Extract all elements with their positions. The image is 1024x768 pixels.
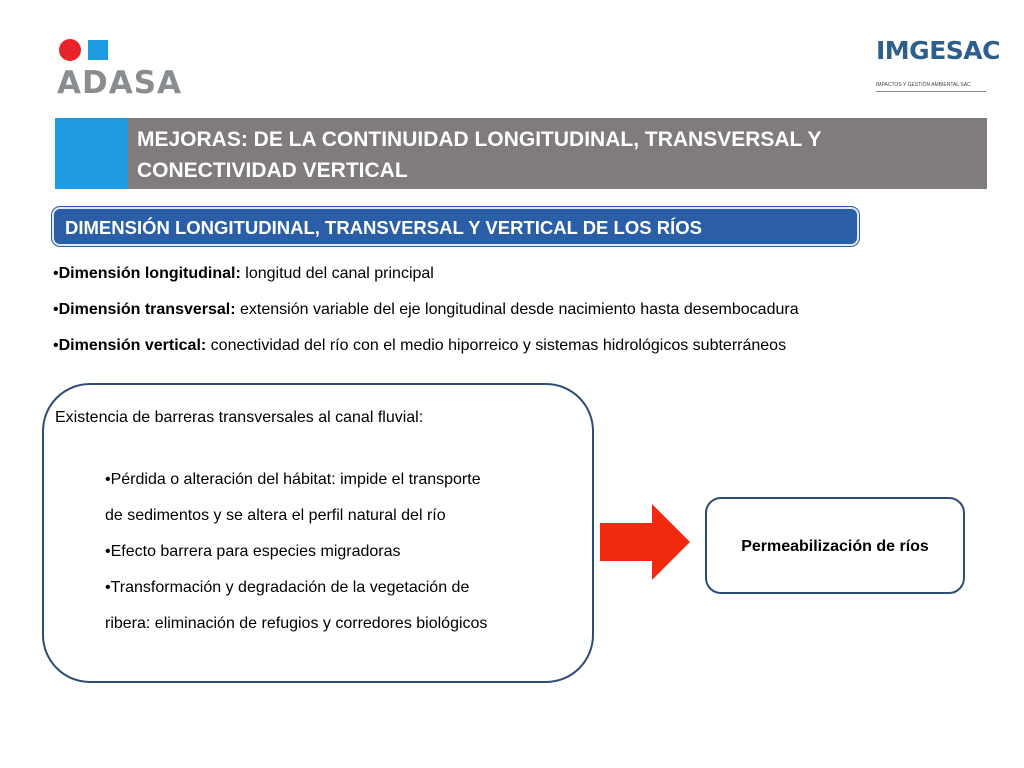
bullet-marker: • bbox=[53, 337, 59, 354]
list-item: ribera: eliminación de refugios y corredores biológicos bbox=[105, 615, 488, 632]
imgesac-logo-tagline: IMPACTOS Y GESTIÓN AMBIENTAL SAC bbox=[876, 82, 971, 88]
slide-title: MEJORAS: DE LA CONTINUIDAD LONGITUDINAL, TRANSVERSAL Y CONECTIVIDAD VERTICAL bbox=[137, 128, 822, 182]
adasa-logo bbox=[57, 37, 187, 99]
section-header bbox=[52, 207, 859, 246]
logo-blue-square-icon bbox=[88, 40, 108, 60]
result-text: Permeabilización de ríos bbox=[741, 538, 929, 555]
dimension-term: Dimensión transversal: bbox=[58, 301, 236, 318]
section-header-text: DIMENSIÓN LONGITUDINAL, TRANSVERSAL Y VERTICAL DE LOS RÍOS bbox=[65, 217, 702, 238]
dimension-term: Dimensión longitudinal: bbox=[58, 265, 241, 282]
adasa-logo-text: ADASA bbox=[57, 65, 183, 101]
imgesac-logo-rule bbox=[876, 91, 986, 92]
dimension-description: longitud del canal principal bbox=[240, 265, 434, 282]
list-item bbox=[53, 334, 1013, 370]
bullet-marker: • bbox=[53, 301, 59, 318]
barriers-heading: Existencia de barreras transversales al canal fluvial: bbox=[55, 409, 424, 426]
logo-red-dot-icon bbox=[59, 39, 81, 61]
imgesac-logo-text: IMGESAC bbox=[876, 36, 1000, 65]
list-item: •Pérdida o alteración del hábitat: impide el transporte bbox=[105, 471, 481, 488]
list-item: •Efecto barrera para especies migradoras bbox=[105, 543, 401, 560]
imgesac-logo bbox=[872, 36, 1000, 98]
dimension-description: extensión variable del eje longitudinal desde nacimiento hasta desembocadura bbox=[235, 301, 799, 318]
dimension-description: conectividad del río con el medio hiporreico y sistemas hidrológicos subterráneos bbox=[206, 337, 787, 354]
bullet-marker: • bbox=[53, 265, 59, 282]
result-box bbox=[705, 497, 965, 594]
title-accent-block bbox=[55, 118, 128, 189]
list-item: de sedimentos y se altera el perfil natural del río bbox=[105, 507, 446, 524]
dimension-term: Dimensión vertical: bbox=[58, 337, 207, 354]
dimension-list bbox=[53, 262, 1013, 370]
right-arrow-icon bbox=[598, 503, 692, 581]
list-item: •Transformación y degradación de la vegetación de bbox=[105, 579, 470, 596]
list-item bbox=[53, 262, 1013, 298]
list-item bbox=[53, 298, 1013, 334]
barriers-list bbox=[105, 462, 590, 642]
